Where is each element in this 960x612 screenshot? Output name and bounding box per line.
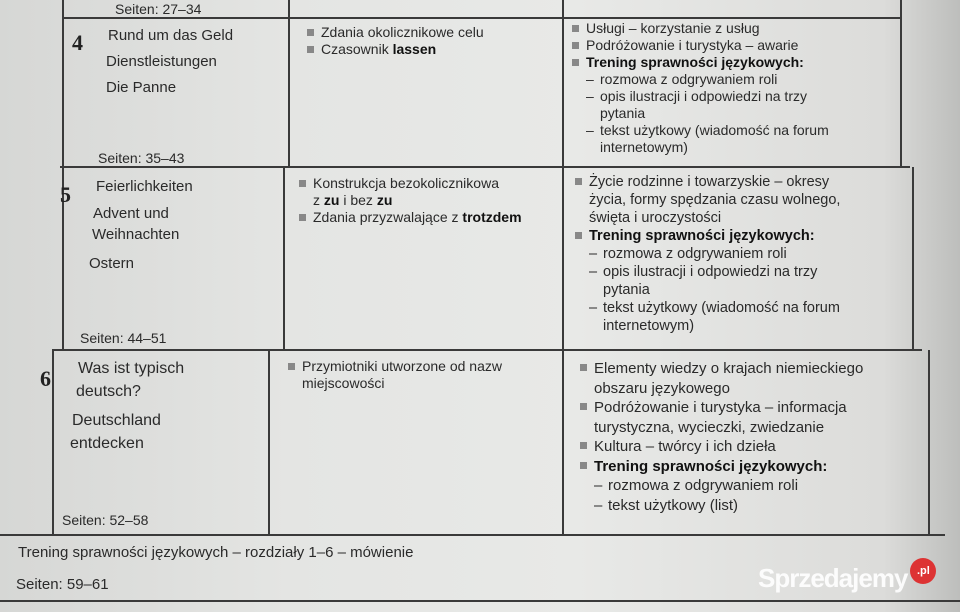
chapter-subtitle: Advent und [93, 205, 169, 222]
list-item: Trening sprawności językowych: [570, 54, 829, 71]
topics-list [573, 173, 840, 335]
topics-list [578, 359, 863, 515]
list-item: Czasownik lassen [305, 41, 484, 58]
column-divider [268, 350, 270, 535]
row-divider [60, 166, 910, 168]
grammar-list [305, 24, 484, 58]
list-item: Zdania okolicznikowe celu [305, 24, 484, 41]
pages-label: Seiten: 27–34 [115, 1, 202, 17]
list-item: pytania [603, 282, 650, 298]
list-item: święta i uroczystości [589, 210, 722, 226]
chapter-subtitle: Dienstleistungen [106, 53, 217, 70]
watermark-text: Sprzedajemy [758, 563, 908, 593]
list-item: – rozmowa z odgrywaniem roli [573, 245, 840, 263]
list-item: Zdania przyzwalające z trotzdem [297, 209, 522, 226]
list-item: Przymiotniki utworzone od nazw [286, 358, 502, 375]
grammar-list [286, 358, 502, 392]
list-item: Elementy wiedzy o krajach niemieckiego [578, 359, 863, 379]
list-item: Trening sprawności językowych: [578, 457, 863, 477]
chapter-subtitle: Die Panne [106, 79, 177, 96]
list-item: Trening sprawności językowych: [573, 227, 840, 245]
chapter-subtitle: Ostern [89, 255, 135, 272]
footer-title: Trening sprawności językowych – rozdziały 1–6 – mówienie [18, 544, 414, 561]
list-item: Kultura – twórcy i ich dzieła [578, 437, 863, 457]
list-item: – tekst użytkowy (wiadomość na forum [570, 122, 829, 139]
chapter-number: 6 [40, 366, 51, 391]
list-item: – opis ilustracji i odpowiedzi na trzy [570, 88, 829, 105]
chapter-subtitle: Weihnachten [92, 226, 180, 243]
list-item: internetowym) [600, 139, 688, 155]
column-divider [912, 167, 914, 350]
list-item: z zu i bez zu [313, 192, 393, 208]
column-divider [288, 0, 290, 167]
chapter-title: Rund um das Geld [108, 27, 234, 44]
row-divider [0, 600, 960, 602]
list-item: Konstrukcja bezokolicznikowa [297, 175, 522, 192]
list-item: – rozmowa z odgrywaniem roli [578, 476, 863, 496]
grammar-list [297, 175, 522, 226]
list-item: – opis ilustracji i odpowiedzi na trzy [573, 263, 840, 281]
pages-label: Seiten: 52–58 [62, 512, 149, 528]
list-item: pytania [600, 105, 646, 121]
column-divider [562, 0, 564, 535]
pages-label: Seiten: 35–43 [98, 150, 185, 166]
chapter-number: 4 [72, 30, 83, 55]
list-item: życia, formy spędzania czasu wolnego, [589, 192, 841, 208]
column-divider [52, 349, 54, 535]
chapter-title: Feierlichkeiten [96, 178, 193, 195]
watermark-badge: .pl [910, 558, 936, 584]
list-item: – rozmowa z odgrywaniem roli [570, 71, 829, 88]
list-item: miejscowości [302, 375, 385, 391]
chapter-subtitle: Deutschland [72, 412, 161, 429]
chapter-title: deutsch? [76, 383, 141, 400]
chapter-number: 5 [60, 182, 71, 207]
column-divider [283, 167, 285, 350]
list-item: turystyczna, wycieczki, zwiedzanie [594, 418, 825, 436]
watermark-logo [758, 558, 936, 594]
list-item: obszaru językowego [594, 379, 730, 397]
footer-pages: Seiten: 59–61 [16, 576, 109, 593]
list-item: Podróżowanie i turystyka – awarie [570, 37, 829, 54]
column-divider [928, 350, 930, 535]
list-item: internetowym) [603, 318, 695, 334]
list-item: Podróżowanie i turystyka – informacja [578, 398, 863, 418]
chapter-title: Was ist typisch [78, 360, 185, 377]
topics-list [570, 20, 829, 156]
row-divider [62, 17, 902, 19]
column-divider [62, 0, 64, 349]
row-divider [0, 534, 945, 536]
row-divider [52, 349, 922, 351]
list-item: – tekst użytkowy (wiadomość na forum [573, 299, 840, 317]
list-item: – tekst użytkowy (list) [578, 496, 863, 516]
list-item: Życie rodzinne i towarzyskie – okresy [573, 173, 840, 191]
chapter-subtitle: entdecken [70, 435, 144, 452]
column-divider [900, 0, 902, 167]
list-item: Usługi – korzystanie z usług [570, 20, 829, 37]
pages-label: Seiten: 44–51 [80, 330, 167, 346]
